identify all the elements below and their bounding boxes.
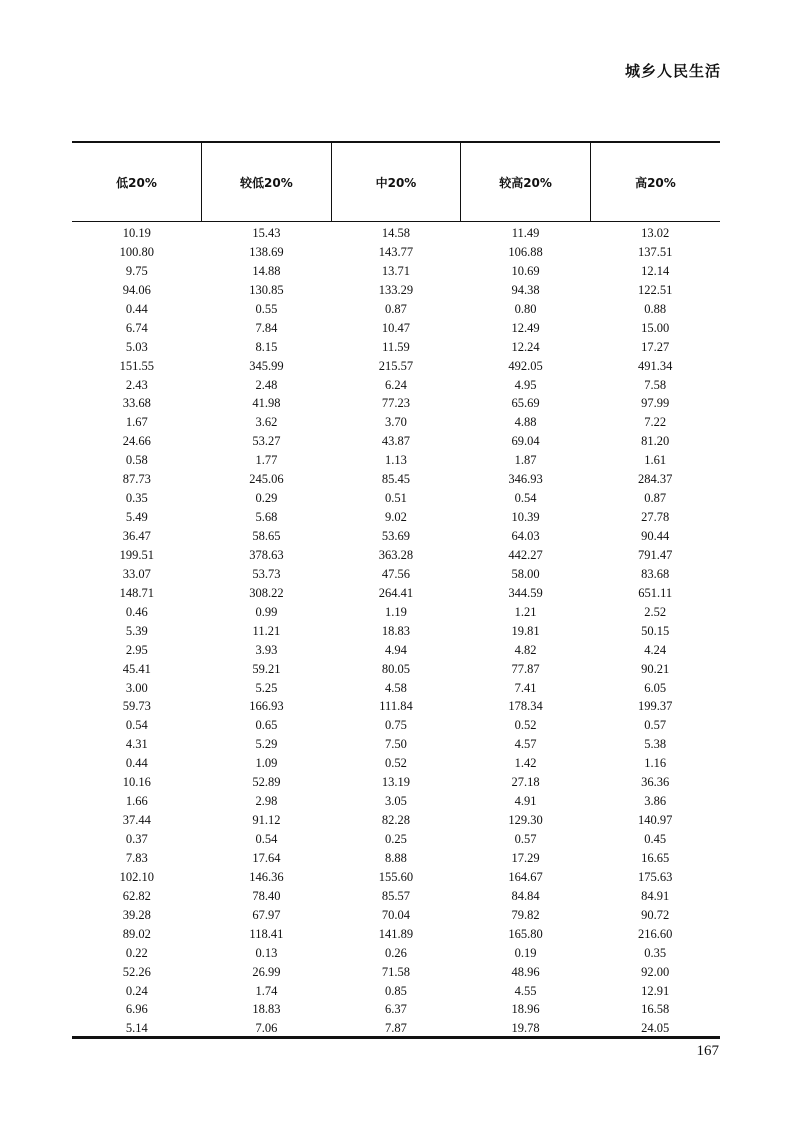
running-head: 城乡人民生活 xyxy=(624,62,721,80)
table-cell: 80.05 xyxy=(381,661,411,676)
column-header-higher-20: 较高20% xyxy=(461,142,591,222)
table-cell: 90.44 xyxy=(641,529,670,543)
table-cell: 0.13 xyxy=(255,945,278,960)
table-cell: 1.21 xyxy=(514,604,537,619)
table-cell: 4.95 xyxy=(514,377,537,392)
table-row xyxy=(72,243,720,262)
table-cell: 5.39 xyxy=(125,623,148,638)
table-cell: 17.64 xyxy=(252,850,281,865)
table-cell: 5.68 xyxy=(255,510,278,525)
data-table xyxy=(72,141,720,1038)
table-row xyxy=(72,432,720,451)
table-cell: 0.55 xyxy=(255,301,278,316)
table-cell: 5.03 xyxy=(125,339,148,354)
table-cell: 651.11 xyxy=(638,585,673,600)
table-cell: 79.82 xyxy=(511,907,540,922)
table-cell: 178.34 xyxy=(508,699,543,714)
table-cell: 2.52 xyxy=(644,604,667,619)
table-cell: 118.41 xyxy=(249,926,284,941)
table-row xyxy=(72,319,720,338)
table-cell: 137.51 xyxy=(638,244,673,259)
table-cell: 70.04 xyxy=(381,907,411,922)
table-row xyxy=(72,527,720,546)
table-cell: 24.66 xyxy=(122,434,151,449)
table-row xyxy=(72,868,720,887)
table-cell: 62.82 xyxy=(122,888,151,903)
table-cell: 2.95 xyxy=(125,642,148,657)
table-cell: 0.24 xyxy=(125,983,148,998)
header-row xyxy=(72,142,720,222)
table-cell: 64.03 xyxy=(511,529,540,543)
table-cell: 67.97 xyxy=(252,907,281,922)
table-cell: 1.42 xyxy=(514,756,537,771)
table-cell: 0.22 xyxy=(125,945,148,960)
table-body xyxy=(72,222,720,1039)
table-cell: 11.21 xyxy=(252,623,281,638)
table-cell: 9.75 xyxy=(125,263,148,278)
table-cell: 155.60 xyxy=(378,869,414,884)
table-cell: 165.80 xyxy=(508,926,543,941)
table-cell: 3.05 xyxy=(385,794,407,809)
table-cell: 90.72 xyxy=(641,907,670,922)
table-row xyxy=(72,300,720,319)
table-cell: 1.74 xyxy=(255,983,278,998)
table-cell: 164.67 xyxy=(508,869,543,884)
table-cell: 3.00 xyxy=(125,680,148,695)
table-cell: 284.37 xyxy=(638,472,673,487)
table-row xyxy=(72,338,720,357)
table-cell: 4.58 xyxy=(385,680,407,695)
table-cell: 10.47 xyxy=(381,320,411,335)
table-cell: 7.58 xyxy=(644,377,667,392)
table-cell: 199.37 xyxy=(638,699,673,714)
table-cell: 12.24 xyxy=(511,339,540,354)
table-cell: 0.57 xyxy=(514,832,537,846)
table-cell: 8.15 xyxy=(255,339,278,354)
table-cell: 345.99 xyxy=(249,358,284,373)
table-cell: 8.88 xyxy=(385,850,407,865)
table-cell: 5.29 xyxy=(255,737,278,752)
table-cell: 175.63 xyxy=(638,869,673,884)
table-cell: 94.06 xyxy=(122,282,151,297)
table-cell: 491.34 xyxy=(638,358,673,373)
table-cell: 146.36 xyxy=(249,869,284,884)
table-cell: 84.84 xyxy=(511,888,540,903)
table-cell: 85.45 xyxy=(381,472,411,487)
table-cell: 143.77 xyxy=(378,244,414,259)
table-cell: 308.22 xyxy=(249,585,284,600)
table-row xyxy=(72,603,720,622)
table-row xyxy=(72,811,720,830)
table-cell: 0.51 xyxy=(385,491,407,506)
table-cell: 344.59 xyxy=(508,585,543,600)
table-cell: 7.41 xyxy=(514,680,537,695)
table-cell: 5.25 xyxy=(255,680,278,695)
table-cell: 492.05 xyxy=(508,358,543,373)
table-cell: 58.65 xyxy=(252,529,281,543)
table-cell: 97.99 xyxy=(641,396,670,411)
table-cell: 0.29 xyxy=(255,491,278,506)
table-cell: 43.87 xyxy=(381,434,411,449)
table-cell: 52.26 xyxy=(122,964,151,979)
table-cell: 71.58 xyxy=(381,964,411,979)
table-cell: 12.49 xyxy=(511,320,540,335)
table-cell: 12.14 xyxy=(641,263,670,278)
table-cell: 215.57 xyxy=(378,358,414,373)
table-cell: 5.14 xyxy=(125,1021,148,1036)
table-cell: 0.87 xyxy=(385,301,407,316)
table-cell: 7.83 xyxy=(125,850,148,865)
table-row xyxy=(72,925,720,944)
table-row xyxy=(72,830,720,849)
table-row xyxy=(72,584,720,603)
column-header-middle-20: 中20% xyxy=(331,142,461,222)
column-header-lower-20: 较低20% xyxy=(202,142,332,222)
table-cell: 7.84 xyxy=(255,320,278,335)
table-cell: 59.73 xyxy=(122,699,151,714)
table-cell: 6.24 xyxy=(385,377,407,392)
table-cell: 36.47 xyxy=(122,529,151,543)
table-cell: 6.96 xyxy=(125,1002,148,1017)
table-cell: 1.66 xyxy=(125,794,148,809)
table-cell: 27.18 xyxy=(511,775,540,790)
table-cell: 27.78 xyxy=(641,510,670,525)
table-cell: 13.02 xyxy=(641,226,670,240)
table-cell: 6.37 xyxy=(385,1002,407,1017)
table-cell: 1.61 xyxy=(644,453,667,468)
table-cell: 12.91 xyxy=(641,983,670,998)
table-cell: 0.44 xyxy=(125,756,148,771)
table-cell: 378.63 xyxy=(249,547,284,562)
table-row xyxy=(72,565,720,584)
column-header-lowest-20: 低20% xyxy=(72,142,202,222)
table-cell: 84.91 xyxy=(641,888,670,903)
table-cell: 33.68 xyxy=(122,396,151,411)
table-cell: 0.52 xyxy=(514,718,537,733)
table-cell: 36.36 xyxy=(641,775,670,790)
table-cell: 1.13 xyxy=(385,453,407,468)
table-cell: 15.43 xyxy=(252,226,281,240)
table-cell: 4.31 xyxy=(125,737,148,752)
table-cell: 0.26 xyxy=(385,945,407,960)
table-cell: 53.73 xyxy=(252,566,281,581)
table-cell: 0.58 xyxy=(125,453,148,468)
table-row xyxy=(72,660,720,679)
table-row xyxy=(72,773,720,792)
table-cell: 1.16 xyxy=(644,756,667,771)
table-cell: 0.88 xyxy=(644,301,667,316)
table-cell: 33.07 xyxy=(122,566,151,581)
table-row xyxy=(72,262,720,281)
table-cell: 77.23 xyxy=(381,396,411,411)
table-cell: 4.24 xyxy=(644,642,667,657)
table-cell: 0.57 xyxy=(644,718,667,733)
table-row xyxy=(72,489,720,508)
table-row xyxy=(72,849,720,868)
table-cell: 47.56 xyxy=(381,566,411,581)
table-row xyxy=(72,887,720,906)
table-cell: 442.27 xyxy=(508,547,543,562)
table-cell: 0.35 xyxy=(125,491,148,506)
table-cell: 45.41 xyxy=(122,661,151,676)
table-cell: 92.00 xyxy=(641,964,670,979)
table-cell: 4.91 xyxy=(514,794,537,809)
table-row xyxy=(72,906,720,925)
table-cell: 7.50 xyxy=(385,737,407,752)
table-cell: 3.70 xyxy=(385,415,407,430)
table-cell: 122.51 xyxy=(638,282,673,297)
table-row xyxy=(72,716,720,735)
table-cell: 791.47 xyxy=(638,547,673,562)
table-row xyxy=(72,735,720,754)
table-cell: 141.89 xyxy=(378,926,414,941)
table-cell: 10.19 xyxy=(122,226,151,240)
table-cell: 4.57 xyxy=(514,737,537,752)
table-cell: 85.57 xyxy=(381,888,411,903)
table-cell: 140.97 xyxy=(638,813,673,828)
table-cell: 0.54 xyxy=(255,832,278,846)
table-cell: 24.05 xyxy=(641,1021,670,1036)
table-cell: 0.19 xyxy=(514,945,537,960)
table-cell: 19.81 xyxy=(511,623,540,638)
table-cell: 10.39 xyxy=(511,510,540,525)
table-cell: 4.88 xyxy=(514,415,537,430)
table-cell: 58.00 xyxy=(511,566,540,581)
table-cell: 50.15 xyxy=(641,623,670,638)
table-row xyxy=(72,697,720,716)
table-cell: 90.21 xyxy=(641,661,670,676)
table-cell: 3.86 xyxy=(644,794,667,809)
table-cell: 18.83 xyxy=(381,623,411,638)
table-cell: 14.58 xyxy=(381,226,411,240)
table-row xyxy=(72,508,720,527)
table-cell: 245.06 xyxy=(249,472,284,487)
table-cell: 89.02 xyxy=(122,926,151,941)
table-cell: 363.28 xyxy=(378,547,414,562)
page-number: 167 xyxy=(696,1043,719,1059)
table-row xyxy=(72,641,720,660)
table-cell: 129.30 xyxy=(508,813,543,828)
table-cell: 6.05 xyxy=(644,680,667,695)
table-cell: 7.87 xyxy=(385,1021,407,1036)
table-cell: 0.75 xyxy=(385,718,407,733)
table-cell: 2.48 xyxy=(255,377,278,392)
table-cell: 111.84 xyxy=(379,699,413,714)
table-cell: 14.88 xyxy=(252,263,281,278)
table-cell: 48.96 xyxy=(511,964,540,979)
table-cell: 0.65 xyxy=(255,718,278,733)
table-cell: 4.82 xyxy=(514,642,537,657)
table-cell: 148.71 xyxy=(119,585,154,600)
table-cell: 53.27 xyxy=(252,434,281,449)
table-cell: 0.99 xyxy=(255,604,278,619)
table-cell: 138.69 xyxy=(249,244,284,259)
table-cell: 0.35 xyxy=(644,945,667,960)
table-cell: 13.71 xyxy=(381,263,411,278)
table-cell: 0.87 xyxy=(644,491,667,506)
table-cell: 199.51 xyxy=(119,547,154,562)
table-cell: 19.78 xyxy=(511,1021,540,1036)
table-cell: 13.19 xyxy=(381,775,411,790)
table-cell: 11.59 xyxy=(382,339,410,354)
table-row xyxy=(72,622,720,641)
table-cell: 1.77 xyxy=(255,453,278,468)
column-header-highest-20: 高20% xyxy=(590,142,720,222)
table-cell: 0.44 xyxy=(125,301,148,316)
table-row xyxy=(72,376,720,395)
table-cell: 166.93 xyxy=(249,699,284,714)
table-cell: 2.43 xyxy=(125,377,148,392)
table-cell: 81.20 xyxy=(641,434,670,449)
table-cell: 82.28 xyxy=(381,813,411,828)
table-cell: 78.40 xyxy=(252,888,281,903)
table-row xyxy=(72,963,720,982)
table-cell: 10.69 xyxy=(511,263,540,278)
table-cell: 7.22 xyxy=(644,415,667,430)
table-row xyxy=(72,357,720,376)
table-cell: 69.04 xyxy=(511,434,540,449)
table-cell: 52.89 xyxy=(252,775,281,790)
table-cell: 3.62 xyxy=(255,415,278,430)
table-cell: 0.37 xyxy=(125,832,148,846)
table-cell: 3.93 xyxy=(255,642,278,657)
table-cell: 18.83 xyxy=(252,1002,281,1017)
table-cell: 26.99 xyxy=(252,964,281,979)
table-row xyxy=(72,1000,720,1019)
table-header xyxy=(72,142,720,222)
table-cell: 7.06 xyxy=(255,1021,278,1036)
table-cell: 17.27 xyxy=(641,339,670,354)
table-row xyxy=(72,679,720,698)
table-cell: 0.46 xyxy=(125,604,148,619)
table-row xyxy=(72,982,720,1001)
table-cell: 0.52 xyxy=(385,756,407,771)
table-cell: 83.68 xyxy=(641,566,670,581)
table-cell: 1.87 xyxy=(514,453,537,468)
table-cell: 151.55 xyxy=(119,358,154,373)
table-cell: 59.21 xyxy=(252,661,281,676)
table-row xyxy=(72,413,720,432)
table-cell: 5.49 xyxy=(125,510,148,525)
table-cell: 87.73 xyxy=(122,472,151,487)
table-cell: 216.60 xyxy=(638,926,673,941)
table-row xyxy=(72,222,720,243)
table-cell: 0.85 xyxy=(385,983,407,998)
table-cell: 10.16 xyxy=(122,775,151,790)
table-row xyxy=(72,754,720,773)
table-row xyxy=(72,451,720,470)
table-cell: 2.98 xyxy=(255,794,278,809)
table-cell: 1.09 xyxy=(255,756,278,771)
table-cell: 18.96 xyxy=(511,1002,540,1017)
table-cell: 0.80 xyxy=(514,301,537,316)
table-cell: 16.58 xyxy=(641,1002,670,1017)
table-bottom-rule xyxy=(72,1036,720,1039)
table-row xyxy=(72,792,720,811)
table-row xyxy=(72,944,720,963)
table-cell: 133.29 xyxy=(378,282,414,297)
table-cell: 1.19 xyxy=(385,604,407,619)
table-cell: 0.45 xyxy=(644,832,667,846)
table-cell: 6.74 xyxy=(125,320,148,335)
table-cell: 0.54 xyxy=(125,718,148,733)
table-cell: 11.49 xyxy=(511,226,540,240)
table-cell: 17.29 xyxy=(511,850,540,865)
table-row xyxy=(72,394,720,413)
table-cell: 0.25 xyxy=(385,832,407,846)
table-cell: 102.10 xyxy=(119,869,154,884)
table-cell: 100.80 xyxy=(119,244,154,259)
table-cell: 130.85 xyxy=(249,282,284,297)
table-cell: 41.98 xyxy=(252,396,281,411)
table-row xyxy=(72,281,720,300)
table-cell: 16.65 xyxy=(641,850,670,865)
table-cell: 39.28 xyxy=(122,907,151,922)
table-cell: 346.93 xyxy=(508,472,543,487)
table-cell: 4.55 xyxy=(514,983,537,998)
table-cell: 37.44 xyxy=(122,813,151,828)
table-cell: 1.67 xyxy=(125,415,148,430)
table-cell: 106.88 xyxy=(508,244,543,259)
table-row xyxy=(72,546,720,565)
table-cell: 77.87 xyxy=(511,661,540,676)
table-cell: 91.12 xyxy=(252,813,281,828)
table-cell: 15.00 xyxy=(641,320,670,335)
table-cell: 4.94 xyxy=(385,642,407,657)
table-cell: 5.38 xyxy=(644,737,667,752)
table-cell: 94.38 xyxy=(511,282,540,297)
table-cell: 9.02 xyxy=(385,510,407,525)
table-cell: 65.69 xyxy=(511,396,540,411)
table-cell: 0.54 xyxy=(514,491,537,506)
table-row xyxy=(72,470,720,489)
table-cell: 264.41 xyxy=(378,585,414,600)
table-cell: 53.69 xyxy=(381,529,411,543)
